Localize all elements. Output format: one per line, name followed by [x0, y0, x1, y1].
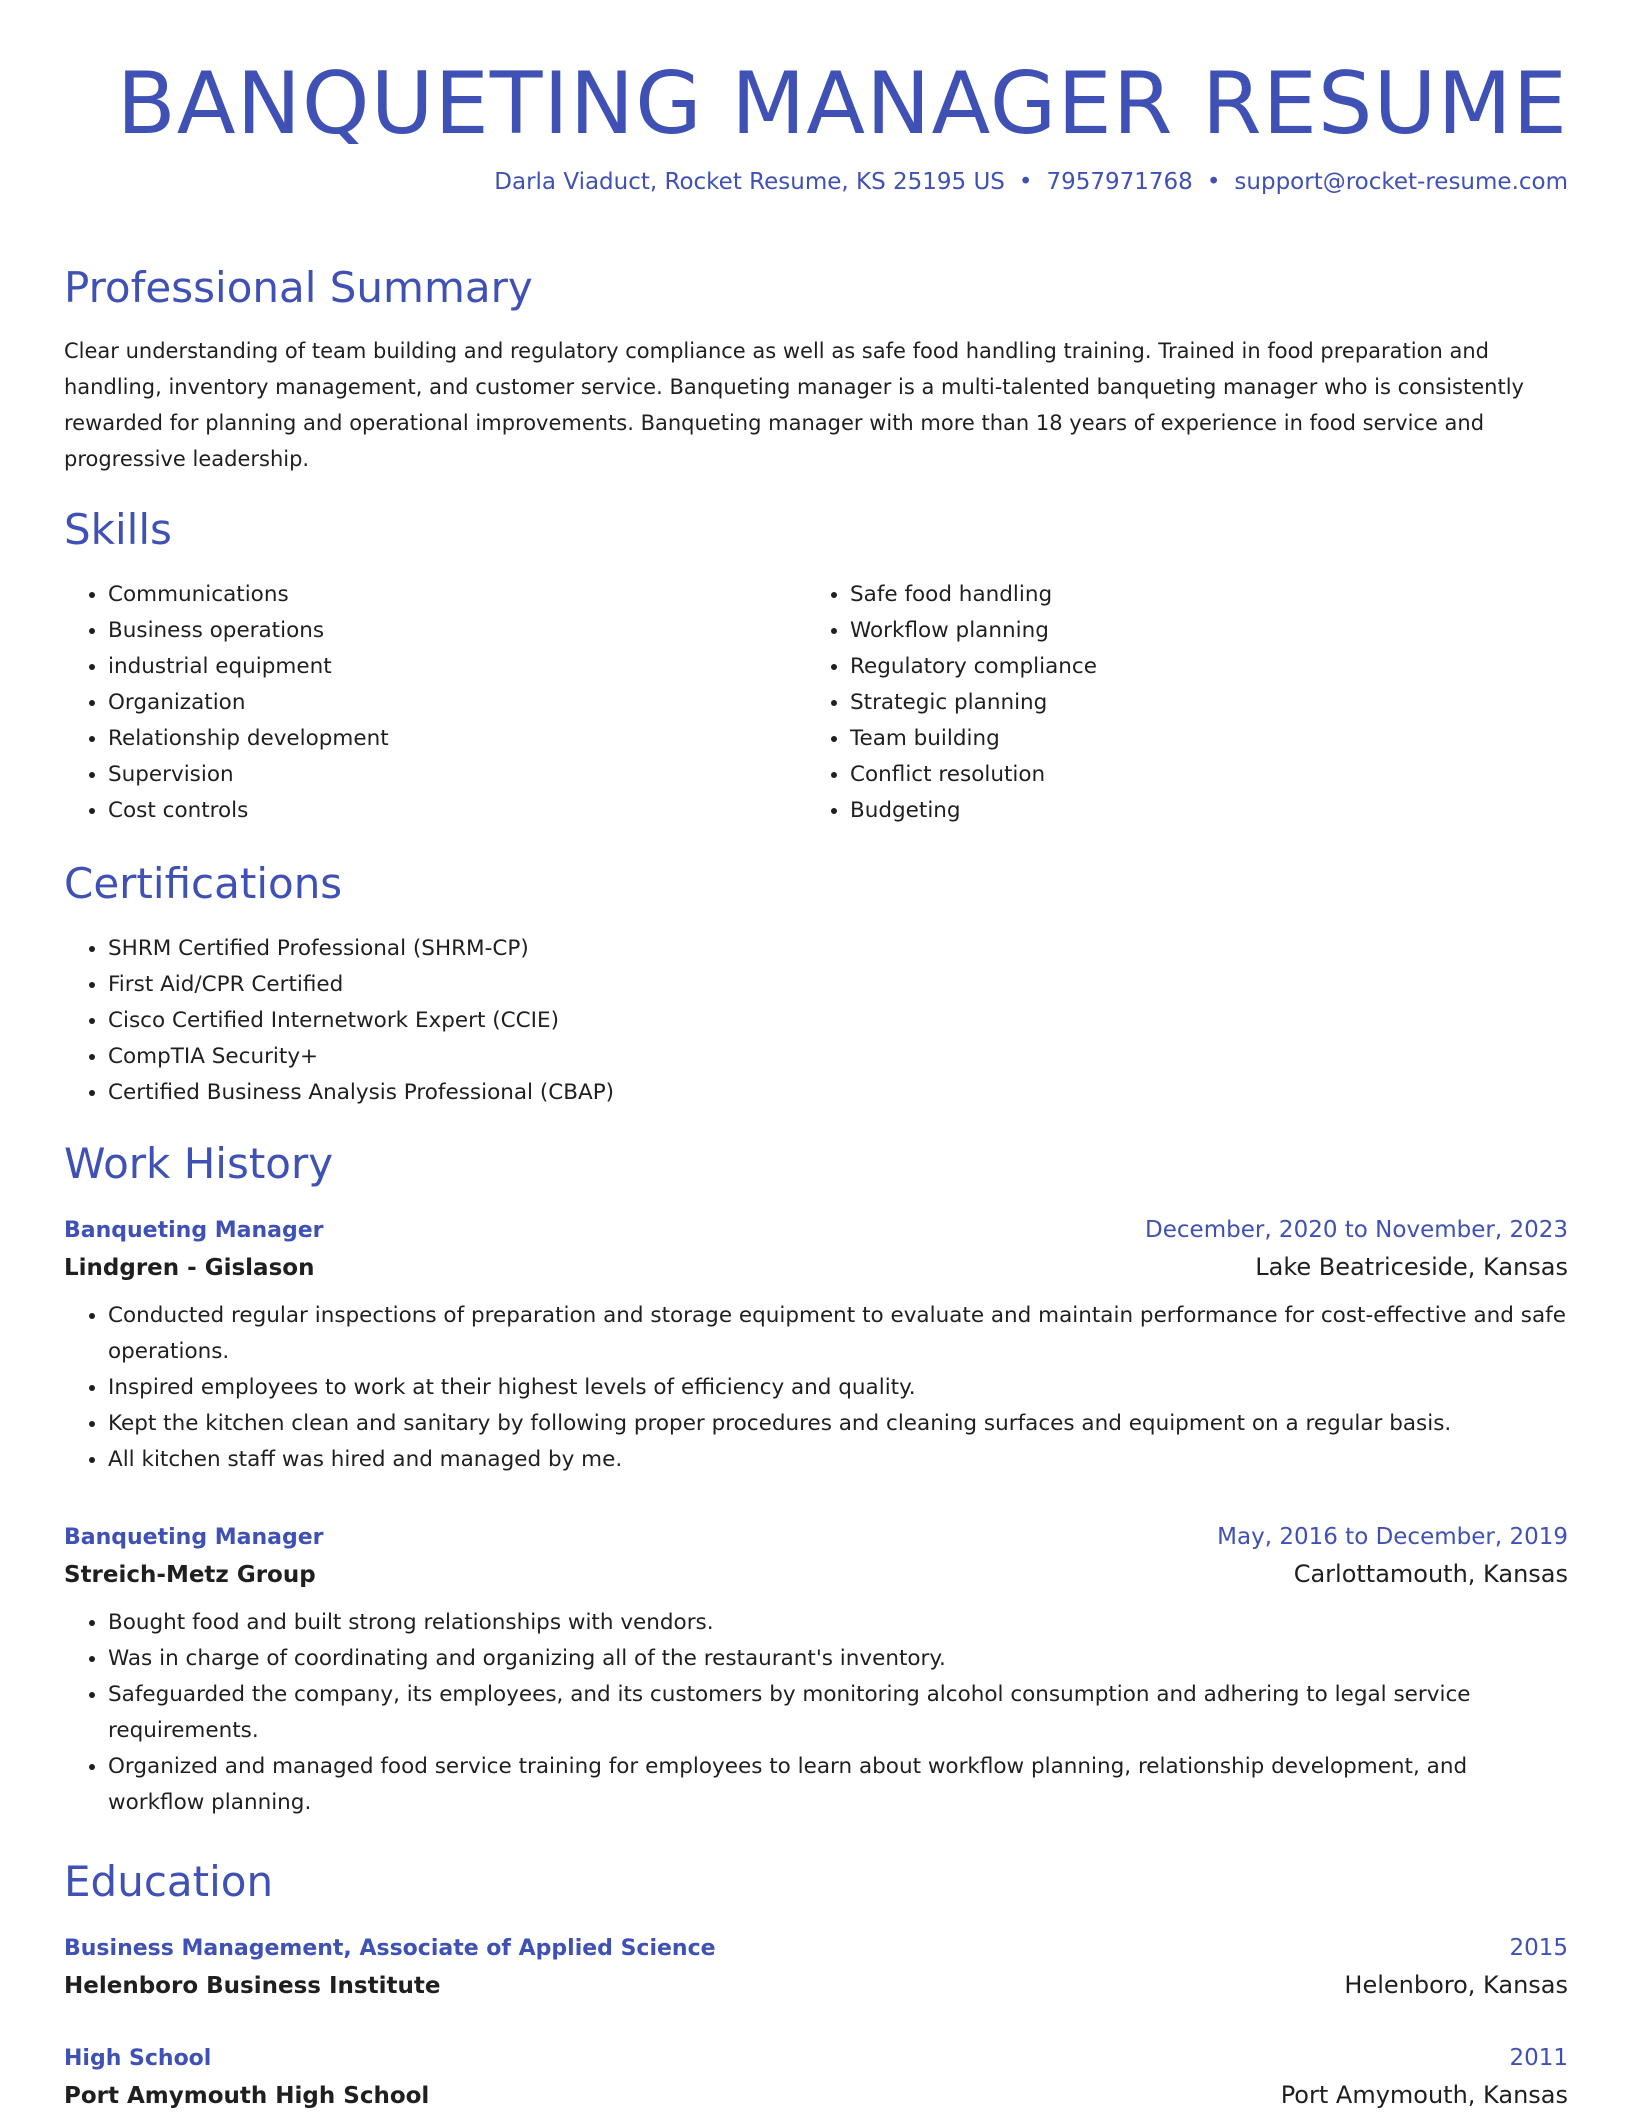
education-year: 2015 [1509, 1935, 1568, 1961]
section-heading-work-history: Work History [64, 1139, 334, 1188]
job-dates: December, 2020 to November, 2023 [1145, 1217, 1568, 1243]
certifications-list [64, 931, 614, 1111]
section-heading-summary: Professional Summary [64, 263, 533, 312]
job-header-row [64, 1214, 1568, 1247]
job-company: Streich-Metz Group [64, 1562, 316, 1588]
section-heading-education: Education [64, 1857, 274, 1906]
contact-address: Darla Viaduct, Rocket Resume, KS 25195 US [494, 169, 1005, 195]
certifications-list-wrap [64, 931, 614, 1111]
education-location: Port Amymouth, Kansas [1280, 2081, 1568, 2109]
list-item: • Organization [108, 685, 806, 721]
job-company-row [64, 1554, 1568, 1595]
job-entry [64, 1521, 1568, 1821]
list-item: • Was in charge of coordinating and organizing all of the restaurant's inventory. [108, 1641, 1568, 1677]
list-item: • Certified Business Analysis Professional (CBAP) [108, 1075, 614, 1111]
education-header-row [64, 2042, 1568, 2075]
education-entry [64, 1932, 1568, 2006]
list-item: • Safeguarded the company, its employees, and its customers by monitoring alcohol consumption and adhering to legal service requirements. [108, 1677, 1568, 1749]
summary-text: Clear understanding of team building and regulatory compliance as well as safe food handling training. Trained in food preparation and handling, inventory management, and customer service. Banqueting manager is a multi-talented banqueting manager who is consistently rewarded for planning and operational improvements. Banqueting manager with more than 18 years of experience in food service and progressive leadership. [64, 339, 1524, 471]
list-item: • Relationship development [108, 721, 806, 757]
contact-email: support@rocket-resume.com [1234, 169, 1568, 195]
list-item: • Inspired employees to work at their highest levels of efficiency and quality. [108, 1370, 1568, 1406]
contact-separator: • [1018, 169, 1033, 195]
list-item: • Communications [108, 577, 806, 613]
list-item: • Kept the kitchen clean and sanitary by following proper procedures and cleaning surfaces and equipment on a regular basis. [108, 1406, 1568, 1442]
list-item: • First Aid/CPR Certified [108, 967, 614, 1003]
list-item: • Supervision [108, 757, 806, 793]
job-location: Carlottamouth, Kansas [1293, 1560, 1568, 1588]
list-item: • Regulatory compliance [850, 649, 1548, 685]
list-item: • Business operations [108, 613, 806, 649]
job-entry [64, 1214, 1568, 1478]
education-school: Port Amymouth High School [64, 2083, 430, 2109]
skills-list-left [64, 577, 806, 829]
list-item: • Bought food and built strong relationships with vendors. [108, 1605, 1568, 1641]
job-title: Banqueting Manager [64, 1218, 324, 1243]
skills-column-right [806, 577, 1548, 829]
resume-title: BANQUETING MANAGER RESUME [116, 54, 1568, 154]
skills-column-left [64, 577, 806, 829]
section-heading-certifications: Certifications [64, 859, 343, 908]
list-item: • Cisco Certified Internetwork Expert (CCIE) [108, 1003, 614, 1039]
contact-separator: • [1206, 169, 1221, 195]
list-item: • CompTIA Security+ [108, 1039, 614, 1075]
education-location: Helenboro, Kansas [1344, 1971, 1568, 1999]
job-header-row [64, 1521, 1568, 1554]
job-location: Lake Beatriceside, Kansas [1255, 1253, 1568, 1281]
list-item: • Organized and managed food service training for employees to learn about workflow planning, relationship development, and workflow planning. [108, 1749, 1568, 1821]
job-bullets [64, 1605, 1568, 1821]
list-item: • Strategic planning [850, 685, 1548, 721]
list-item: • SHRM Certified Professional (SHRM-CP) [108, 931, 614, 967]
education-degree: High School [64, 2046, 212, 2071]
list-item: • Team building [850, 721, 1548, 757]
list-item: • Conducted regular inspections of preparation and storage equipment to evaluate and maintain performance for cost-effective and safe operations. [108, 1298, 1568, 1370]
list-item: • All kitchen staff was hired and managed by me. [108, 1442, 1568, 1478]
education-year: 2011 [1509, 2045, 1568, 2071]
list-item: • Safe food handling [850, 577, 1548, 613]
job-bullets [64, 1298, 1568, 1478]
education-school-row [64, 1965, 1568, 2006]
education-school-row [64, 2075, 1568, 2116]
list-item: • Budgeting [850, 793, 1548, 829]
education-degree: Business Management, Associate of Applied Science [64, 1936, 716, 1961]
education-school: Helenboro Business Institute [64, 1973, 441, 1999]
list-item: • Conflict resolution [850, 757, 1548, 793]
job-company: Lindgren - Gislason [64, 1255, 315, 1281]
list-item: • industrial equipment [108, 649, 806, 685]
contact-phone: 7957971768 [1046, 169, 1193, 195]
job-dates: May, 2016 to December, 2019 [1217, 1524, 1568, 1550]
list-item: • Workflow planning [850, 613, 1548, 649]
education-header-row [64, 1932, 1568, 1965]
section-heading-skills: Skills [64, 505, 172, 554]
job-title: Banqueting Manager [64, 1525, 324, 1550]
education-entry [64, 2042, 1568, 2116]
contact-line [494, 167, 1568, 197]
skills-list-right [806, 577, 1548, 829]
list-item: • Cost controls [108, 793, 806, 829]
skills-columns [64, 577, 1568, 829]
job-company-row [64, 1247, 1568, 1288]
